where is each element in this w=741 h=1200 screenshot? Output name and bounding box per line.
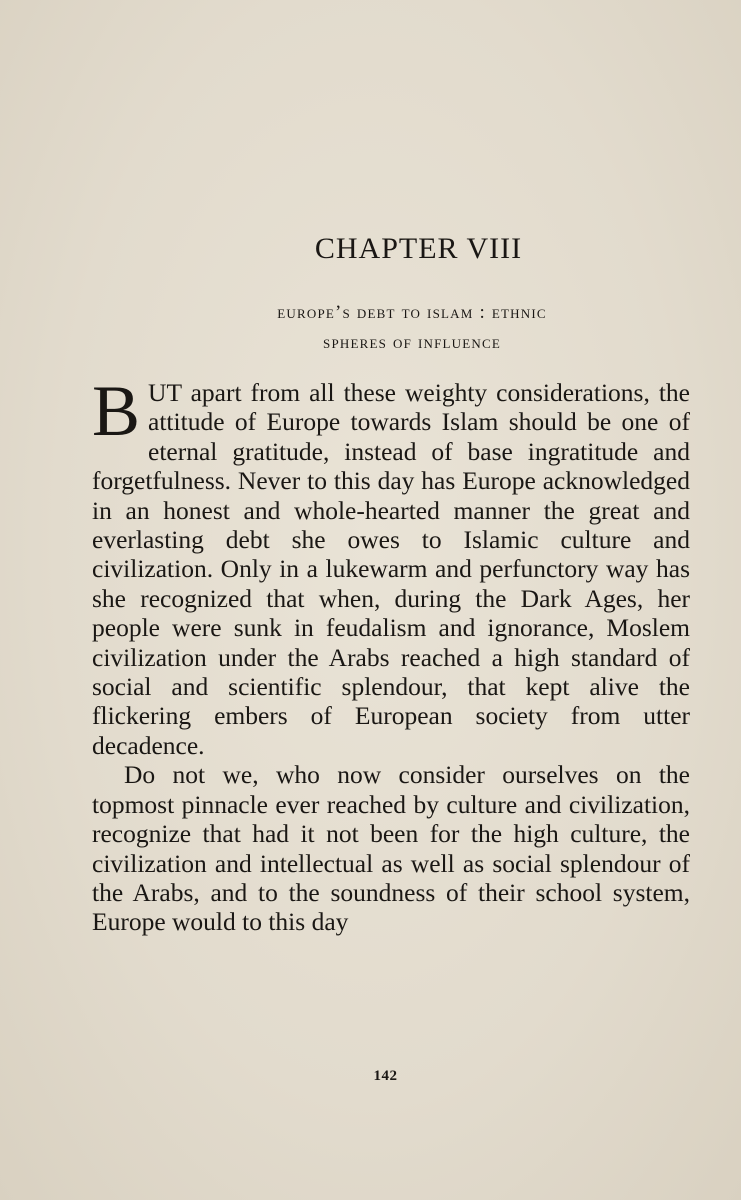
- chapter-title: CHAPTER VIII: [314, 232, 523, 265]
- paragraph-1-text: apart from all these weighty considerations, the attitude of Europe towards Islam should be one of eternal gratitude, instead of base ingratitude and forgetfulness. Never to this day has Europe acknowledged in an honest and whole-hearted manner the great and everlasting debt she owes to Islamic culture and civilization. Only in a lukewarm and perfunctory way has she recognized that when, during the Dark Ages, her people were sunk in feudalism and ignorance, Moslem civilization under the Arabs reached a high standard of social and scientific splendour, that kept alive the flickering embers of European society from utter decadence.: [92, 378, 690, 760]
- body-text: [92, 371, 690, 937]
- chapter-subtitle-line-2: spheres of influence: [323, 332, 501, 353]
- chapter-subtitle: [176, 298, 648, 358]
- page-number: 142: [373, 1068, 398, 1084]
- paragraph-2: Do not we, who now consider ourselves on the topmost pinnacle ever reached by culture and civilization, recognize that had it not been for the high culture, the civilization and intellectual as well as social splendour of the Arabs, and to the soundness of their school system, Europe would to this day: [92, 760, 690, 937]
- drop-cap: B: [92, 371, 141, 451]
- paragraph-1: [92, 371, 690, 760]
- chapter-subtitle-line-1: europe’s debt to islam : ethnic: [277, 302, 547, 323]
- paragraph-1-lead: UT: [148, 378, 182, 407]
